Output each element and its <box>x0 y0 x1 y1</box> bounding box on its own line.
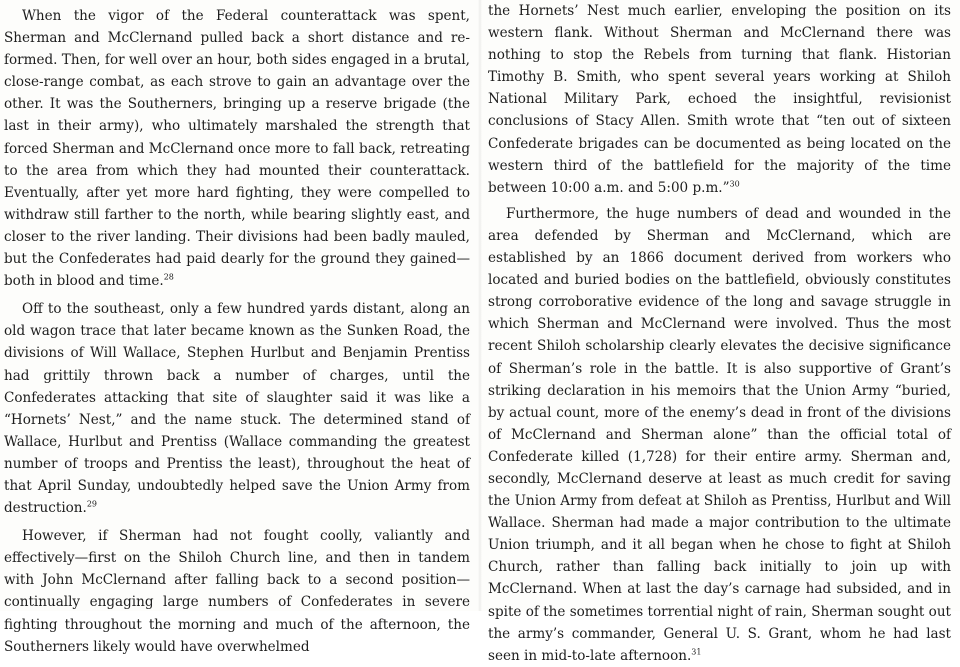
right-column <box>488 0 951 667</box>
paragraph-hornets-nest: Off to the southeast, only a few hundred yards distant, along an old wagon trace that later became known as the Sunken Road, the divisions of Will Wallace, Stephen Hurlbut and Benjamin Prentiss had grittily thrown back a number of charges, until the Confederates attacking that site of slaughter said it was like a “Hornets’ Nest,” and the name stuck. The determined stand of Wallace, Hurlbut and Prentiss (Wallace commanding the greatest number of troops and Prentiss the least), throughout the heat of that April Sunday, undoubtedly helped save the Union Army from destruction.$^{29}$ <box>4 301 470 517</box>
footnote-marker: 31 <box>691 647 702 657</box>
paragraph-dead-and-wounded: Furthermore, the huge numbers of dead and wounded in the area defended by Sherman and McClernand, which are established by an 1866 document derived from workers who located and buried bodies on the battlefield, obviously constitutes strong corroborative evidence of the long and savage struggle in which Sherman and McClernand were involved. Thus the most recent Shiloh scholarship clearly elevates the decisive significance of Sherman’s role in the battle. It is also supportive of Grant’s striking declaration in his memoirs that the Union Army “buried, by actual count, more of the enemy’s dead in front of the divisions of McClernand and Sherman alone” than the official total of Confederate killed (1,728) for their entire army. Sherman and, secondly, McClernand deserve at least as much credit for saving the Union Army from defeat at Shiloh as Prentiss, Hurlbut and Will Wallace. Sherman had made a major contribution to the ultimate Union triumph, and it all began when he chose to fight at Shiloh Church, rather than falling back initially to join up with McClernand. When at last the day’s carnage had subsided, and in spite of the sometimes torrential night of rain, Sherman sought out the army’s commander, General U. S. Grant, whom he had last seen in mid-to-late afternoon.$^{31}$ <box>488 205 952 664</box>
paragraph-western-flank: the Hornets’ Nest much earlier, enveloping the position on its western flank. Without Sherman and McClernand there was nothing to stop the Rebels from turning that flank. Historian Timothy B. Smith, who spent several years working at Shiloh National Military Park, echoed the insightful, revisionist conclusions of Stacy Allen. Smith wrote that “ten out of sixteen Confederate brigades can be documented as being located on the western third of the battlefield for the majority of the time between 10:00 a.m. and 5:00 p.m.”$^{30}$ <box>488 3 951 196</box>
page-spine-shadow <box>478 0 482 611</box>
footnote-marker: 29 <box>86 499 98 509</box>
left-column <box>4 0 470 658</box>
paragraph-counterattack: When the vigor of the Federal counterattack was spent, Sherman and McClernand pulled back a short distance and re-formed. Then, for well over an hour, both sides engaged in a brutal, close-range combat, as each strove to gain an advantage over the other. It was the Southerners, bringing up a reserve brigade (the last in their army), who ultimately marshaled the strength that forced Sherman and McClernand once more to fall back, retreating to the area from which they had mounted their counterattack. Eventually, after yet more hard fighting, they were compelled to withdraw still farther to the north, while bearing slightly east, and closer to the river landing. Their divisions had been badly mauled, but the Confederates had paid dearly for the ground they gained—both in blood and time.$^{28}$ <box>4 8 470 290</box>
footnote-marker: 28 <box>163 272 174 282</box>
footnote-marker: 30 <box>729 179 740 189</box>
paragraph-sherman-fought: However, if Sherman had not fought coolly, valiantly and effectively—first on the Shiloh Church line, and then in tandem with John McClernand after falling back to a second position—continually engaging large numbers of Confederates in severe fighting throughout the morning and much of the afternoon, the Southerners likely would have overwhelmed <box>4 528 470 655</box>
